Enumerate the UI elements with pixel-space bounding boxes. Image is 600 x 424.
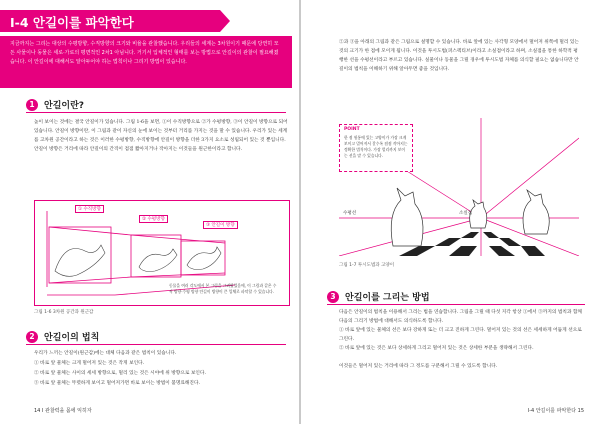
- horizon-label: 수평선: [343, 211, 357, 216]
- section-3-heading: [327, 290, 430, 303]
- section-3-item-1: ① 바로 앞에 있는 물체의 선은 보다 강하게 또는 더 크고 진하게 그린다. 멀어져 있는 것의 선은 세세하게 어둡게 선으로 그린다.: [339, 328, 582, 342]
- point-title: POINT: [344, 127, 360, 132]
- section-2-intro: 우리가 느끼는 안길이(원근감)에는 대체 다음과 같은 법칙이 있습니다.: [34, 351, 177, 356]
- section-2-item-3: ③ 바로 앞 물체는 뚜렷하게 보이고 멀어져가면 바로 보이는 방법이 불명료해진다.: [34, 381, 200, 386]
- left-footer: 14 Ⅰ 관찰력을 몸에 익히자: [34, 408, 92, 414]
- fig1-label-depth: ③ 안길이 방향: [203, 221, 238, 229]
- section-3-title: 안길이를 그리는 방법: [345, 293, 430, 303]
- section-3-number: 3: [327, 291, 339, 303]
- section-1-heading: [26, 98, 84, 111]
- intro-text: 지금까지는 그리는 대상의 수평방향, 수직방향의 크기와 비율을 관찰했습니다. 우리들의 세계는 3차원이기 때문에 당연히 모든 사물이나 동물은 세로·가로의 평면적인 2차1 아님니다. 거기서 입체적인 형태를 보는 방법으로 안길이의 관찰이 필요해졌습니다. 이 안길이에 대해서도 알아두어야 하는 법칙이나 그리기 방법이 있습니다.: [10, 41, 279, 65]
- chapter-title-bar: [0, 10, 220, 32]
- left-page: [0, 0, 299, 424]
- section-1-number: 1: [26, 99, 38, 111]
- section-3-item-2: ② 바로 앞에 있는 것은 보다 상세하게 그리고 멀어져 있는 것은 상세한 부분을 생략해서 그린다.: [339, 346, 534, 351]
- fig1-label-horizontal: ② 수평방향: [139, 215, 168, 223]
- section-2-item-2: ② 바로 앞 물체는 사이의 세세 방향으로, 멀리 있는 것은 시야에 위 방향으로 보인다.: [34, 371, 206, 376]
- section-2-item-1: ① 바로 앞 물체는 크게 멀어져 있는 것은 작게 보인다.: [34, 361, 145, 366]
- section-2-rule: [26, 344, 286, 345]
- figure-1-6: [34, 200, 290, 306]
- section-2-number: 2: [26, 331, 38, 343]
- section-3-rule: [327, 304, 585, 305]
- section-1-title: 안길이란?: [44, 101, 84, 111]
- right-page: [301, 0, 600, 424]
- section-2-heading: [26, 330, 99, 343]
- chapter-title: Ⅰ-4 안길이를 파악한다: [10, 15, 134, 30]
- right-body-top: ②과 ③을 아래의 그림과 같은 그림으로 설명할 수 있습니다. 바로 앞에 있는 사각형 모양에서 멀어져 위쪽에 멀리 있는 것의 크기가 한 점에 모이게 됩니다. 이것을 투시도법(퍼스펙티브)이라고 소실점이라고 하며, 소실점을 통한 하학적 평행한 선을 수평선이라고 부르고 있습니다. 실물이나 동물을 그릴 경우에 투시도법 자체를 의식할 필요는 없습니다만 안길이의 법칙을 이해하기 위해 알아두면 좋을 것입니다.: [339, 40, 579, 72]
- fig1-note: 동물을 여러 각도에서 본 그림을 그려봤었음에, 이 그림과 같은 수직 방향·수평 방향 안길이 방향이 큰 입체로 파악할 수 있습니다.: [169, 283, 277, 294]
- figure-1-7-caption: 그림 1-7 투시도법과 고양이: [339, 263, 395, 268]
- right-footer: Ⅰ-4 안길이를 파악한다 15: [527, 408, 584, 414]
- intro-box: [0, 36, 292, 88]
- figure-1-6-caption: 그림 1-6 3차원 공간과 원근감: [34, 310, 94, 315]
- vanishing-point-label: 소실점: [459, 211, 473, 216]
- fig1-label-vertical: ① 수직방향: [75, 205, 104, 213]
- section-3-intro: 다음은 안길이의 법칙을 이용해서 그리는 법을 연습합니다. 그림을 그릴 때 다섯 지각 항상 ①에서 ③까지의 법칙과 함께 다음의 그리기 방법에 대해서도 의식하도록 합니다.: [339, 310, 583, 324]
- point-text: 한 점 원통에 있는 고양이가 가장 크게 보이고 멀어져서 갈수록 점점 작아지는 정확한 법칙이다. 가장 멀리까지 보이는 선을 말 수 있습니다.: [344, 135, 408, 158]
- section-1-rule: [26, 112, 286, 113]
- section-2-title: 안길이의 법칙: [44, 333, 100, 343]
- section-1-body: 높이 보이는 것에는 결국 안길이가 있습니다. 그림 1-6을 보면, ①이 수직방향으로 ②가 수평방향, ③이 안길이 방향으로 되어 있습니다. 안길이 방향이란, 이 그림과 같이 자신의 눈에 보이는 것부터 거리를 가지는 것을 말 수 있습니다. 우리가 있는 세계를 고차원 공간이라고 하는 것은 이러한 수평방향, 수직방향에 안길이 방향을 더한 3가지 요소로 성립되어 있는 것 뿐입니다. 안길이 방향은 거리에 따라 안길이의 간격이 점점 짧아지거나 작아지는 이것들을 원근한이라고 합니다.: [34, 120, 288, 152]
- point-note: [339, 124, 413, 172]
- section-3-outro: 이것들은 멀어져 있는 거리에 따라 그 정도를 구분해서 그릴 수 있도록 합니다.: [339, 364, 498, 369]
